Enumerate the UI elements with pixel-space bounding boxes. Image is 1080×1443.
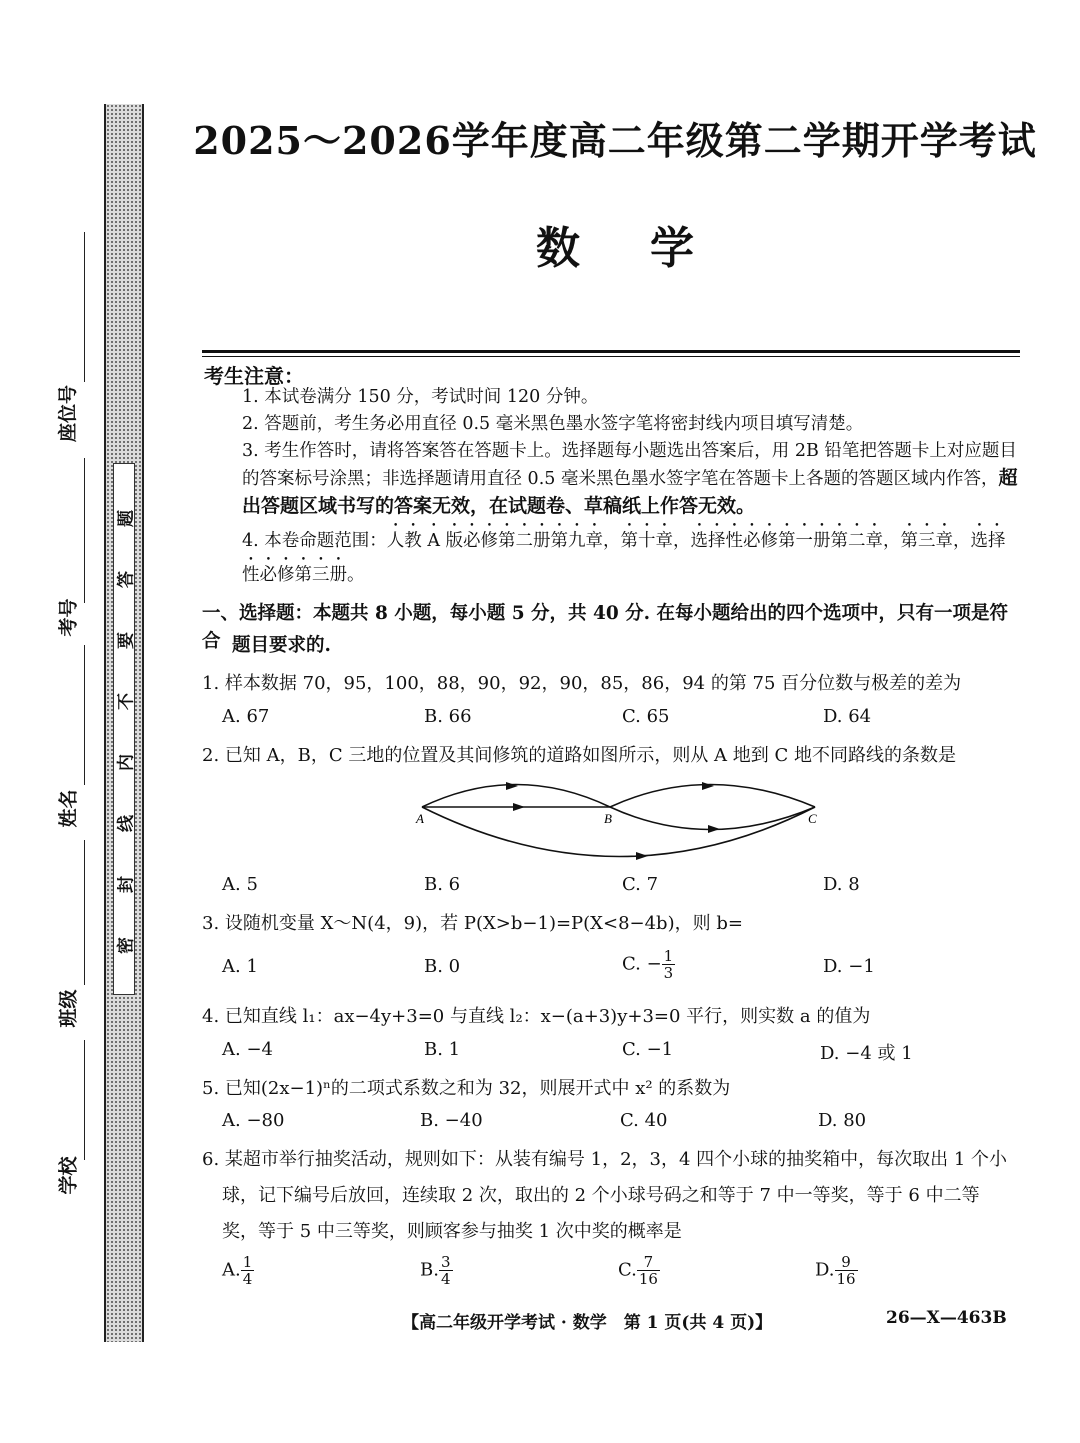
option-d[interactable]: D. 64 xyxy=(823,706,872,727)
option-b[interactable]: B. 66 xyxy=(424,706,472,727)
notice-item: 1. 本试卷满分 150 分，考试时间 120 分钟。 xyxy=(242,387,599,407)
arrow xyxy=(702,782,714,790)
class-field[interactable] xyxy=(84,840,85,985)
fraction: $\frac{1}{3}$ xyxy=(663,947,674,982)
question-stem: 3. 设随机变量 X～N(4，9)，若 P(X>b−1)=P(X<8−4b)，则 b= xyxy=(202,913,743,934)
fraction: $\frac{7}{16}$ xyxy=(638,1253,658,1288)
option-c[interactable]: C. − $\frac{1}{3}$ xyxy=(622,947,674,982)
seal-char: 不 xyxy=(116,693,137,710)
section-heading: 题目要求的. xyxy=(232,635,331,656)
page-footer: 【高二年级开学考试 · 数学 第 1 页(共 4 页)】 xyxy=(402,1313,773,1333)
name-field[interactable] xyxy=(84,645,85,785)
option-c[interactable]: C. −1 xyxy=(622,1039,674,1060)
notice-scope: 人教 A 版必修第二册第九章，第十章，选择性必修第一册第二章，第三章，选择性必修第三册。 xyxy=(242,531,1006,585)
option-d[interactable]: D. $\frac{9}{16}$ xyxy=(815,1253,856,1288)
option-a[interactable]: A. −80 xyxy=(222,1110,285,1131)
option-a[interactable]: A. $\frac{1}{4}$ xyxy=(222,1253,253,1288)
road-diagram xyxy=(410,776,830,866)
option-a[interactable]: A. 67 xyxy=(222,706,270,727)
seal-char: 题 xyxy=(116,510,137,527)
point-b-label: B xyxy=(604,811,612,826)
option-b[interactable]: B. −40 xyxy=(420,1110,483,1131)
seal-char: 线 xyxy=(116,815,137,832)
notice-item: 2. 答题前，考生务必用直径 0.5 毫米黑色墨水签字笔将密封线内项目填写清楚。 xyxy=(242,414,864,434)
fraction: $\frac{1}{4}$ xyxy=(242,1253,253,1288)
section-heading: 一、选择题：本题共 8 小题，每小题 5 分，共 40 分. 在每小题给出的四个选项中，只有一项是符合 xyxy=(202,603,1009,652)
fraction: $\frac{3}{4}$ xyxy=(440,1253,451,1288)
fraction: $\frac{9}{16}$ xyxy=(836,1253,856,1288)
road-a-b-upper xyxy=(422,785,610,808)
divider xyxy=(202,350,1020,353)
option-b[interactable]: B. $\frac{3}{4}$ xyxy=(420,1253,451,1288)
seat-field[interactable] xyxy=(84,232,85,382)
side-fields xyxy=(0,0,100,1443)
point-a-label: A xyxy=(416,811,424,826)
exam-number-label: 考号 xyxy=(57,598,80,637)
school-field[interactable] xyxy=(84,1040,85,1160)
notice-item: 3. 考生作答时，请将答案答在答题卡上。选择题每小题选出答案后，用 2B 铅笔把答题卡上对应题目的答案标号涂黑；非选择题请用直径 0.5 毫米黑色墨水签字笔在答题卡上各题的答题区域内作答，超出答题区域书写的答案无效，在试题卷、草稿纸上作答无效。 xyxy=(242,441,1018,517)
option-a[interactable]: A. 1 xyxy=(222,956,258,977)
question-stem: 球，记下编号后放回，连续取 2 次，取出的 2 个小球号码之和等于 7 中一等奖，等于 6 中二等 xyxy=(222,1185,980,1206)
option-d[interactable]: D. −1 xyxy=(823,956,875,977)
exam-title: 2025～2026学年度高二年级第二学期开学考试 xyxy=(193,118,1037,163)
exam-number-field[interactable] xyxy=(84,458,85,603)
option-d[interactable]: D. −4 或 1 xyxy=(820,1043,913,1064)
arrow xyxy=(636,852,648,860)
seal-char: 密 xyxy=(116,937,137,954)
option-c[interactable]: C. $\frac{7}{16}$ xyxy=(618,1253,658,1288)
seal-char: 答 xyxy=(116,571,137,588)
option-b[interactable]: B. 6 xyxy=(424,874,461,895)
option-c[interactable]: C. 7 xyxy=(622,874,659,895)
subject-title: 数学 xyxy=(536,223,764,274)
paper-code: 26—X—463B xyxy=(886,1308,1007,1328)
option-c[interactable]: C. 40 xyxy=(620,1110,668,1131)
class-label: 班级 xyxy=(57,989,80,1028)
option-b[interactable]: B. 1 xyxy=(424,1039,461,1060)
seal-char: 内 xyxy=(116,754,137,771)
notice-heading: 考生注意： xyxy=(204,364,304,388)
option-a[interactable]: A. −4 xyxy=(222,1039,273,1060)
road-b-c-upper xyxy=(610,785,815,808)
road-b-c-lower xyxy=(610,807,815,830)
point-c-label: C xyxy=(808,811,817,826)
road-a-c xyxy=(422,807,815,857)
option-d[interactable]: D. 8 xyxy=(823,874,860,895)
notice-item: 4. 本卷命题范围：人教 A 版必修第二册第九章，第十章，选择性必修第一册第二章，第三章，选择性必修第三册。 xyxy=(242,531,1006,585)
name-label: 姓名 xyxy=(57,789,80,828)
question-stem: 奖，等于 5 中三等奖，则顾客参与抽奖 1 次中奖的概率是 xyxy=(222,1221,682,1242)
arrow xyxy=(708,825,720,833)
option-d[interactable]: D. 80 xyxy=(818,1110,867,1131)
divider xyxy=(202,356,1020,357)
question-stem: 5. 已知(2x−1)ⁿ的二项式系数之和为 32，则展开式中 x² 的系数为 xyxy=(202,1078,731,1099)
school-label: 学校 xyxy=(57,1156,80,1195)
seat-label: 座位号 xyxy=(57,384,80,443)
question-stem: 1. 样本数据 70，95，100，88，90，92，90，85，86，94 的第 75 百分位数与极差的差为 xyxy=(202,673,962,694)
arrow xyxy=(513,803,525,811)
seal-char: 要 xyxy=(116,632,137,649)
notice-emphasis: 超出答题区域书写的答案无效，在试题卷、草稿纸上作答无效。 xyxy=(242,467,1018,517)
seal-char: 封 xyxy=(116,876,137,893)
option-c[interactable]: C. 65 xyxy=(622,706,670,727)
question-stem: 2. 已知 A，B，C 三地的位置及其间修筑的道路如图所示，则从 A 地到 C 地不同路线的条数是 xyxy=(202,745,956,766)
arrow xyxy=(506,782,518,790)
seal-box xyxy=(113,463,135,995)
question-stem: 4. 已知直线 l₁：ax−4y+3=0 与直线 l₂：x−(a+3)y+3=0 平行，则实数 a 的值为 xyxy=(202,1006,871,1027)
option-a[interactable]: A. 5 xyxy=(222,874,258,895)
question-stem: 6. 某超市举行抽奖活动，规则如下：从装有编号 1，2，3，4 四个小球的抽奖箱中，每次取出 1 个小 xyxy=(202,1149,1008,1170)
option-b[interactable]: B. 0 xyxy=(424,956,461,977)
